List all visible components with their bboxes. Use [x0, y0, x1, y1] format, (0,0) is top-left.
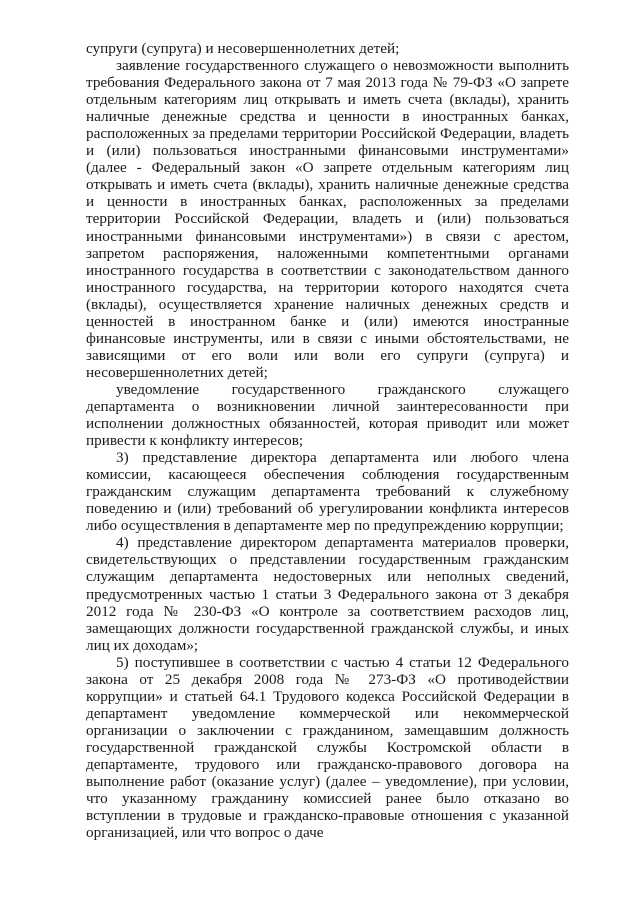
document-body	[86, 40, 569, 841]
paragraph-item-4: 4) представление директором департамента материалов проверки, свидетельствующих о представлении государственным гражданским служащим департамента недостоверных или неполных сведений, предусмотренных частью 1 статьи 3 Федерального закона от 3 декабря 2012 года № 230-ФЗ «О контроле за соответствием расходов лиц, замещающих должности государственной гражданской службы, и иных лиц их доходам»;	[86, 534, 569, 654]
paragraph-continuation: супруги (супруга) и несовершеннолетних детей;	[86, 40, 400, 57]
paragraph-item-3: 3) представление директора департамента или любого члена комиссии, касающееся обеспечения соблюдения государственным гражданским служащим департамента требований к служебному поведению и (или) требований об урегулировании конфликта интересов либо осуществления в департаменте мер по предупреждению коррупции;	[86, 449, 569, 535]
paragraph-item-5: 5) поступившее в соответствии с частью 4 статьи 12 Федерального закона от 25 декабря 2008 года № 273-ФЗ «О противодействии коррупции» и статьей 64.1 Трудового кодекса Российской Федерации в департамент уведомление коммерческой или некоммерческой организации о заключении с гражданином, замещавшим должность государственной гражданской службы Костромской области в департаменте, трудового или гражданско-правового договора на выполнение работ (оказание услуг) (далее – уведомление), при условии, что указанному гражданину комиссией ранее было отказано во вступлении в трудовые и гражданско-правовые отношения с указанной организацией, или что вопрос о даче	[86, 653, 569, 842]
paragraph-notice-conflict: уведомление государственного гражданского служащего департамента о возникновении личной заинтересованности при исполнении должностных обязанностей, которая приводит или может привести к конфликту интересов;	[86, 380, 569, 450]
paragraph-statement-impossibility: заявление государственного служащего о невозможности выполнить требования Федерального закона от 7 мая 2013 года № 79-ФЗ «О запрете отдельным категориям лиц открывать и иметь счета (вклады), хранить наличные денежные средства и ценности в иностранных банках, расположенных за пределами территории Российской Федерации, владеть и (или) пользоваться иностранными финансовыми инструментами» (далее - Федеральный закон «О запрете отдельным категориям лиц открывать и иметь счета (вклады), хранить наличные денежные средства и ценности в иностранных банках, расположенных за пределами территории Российской Федерации, владеть и (или) пользоваться иностранными финансовыми инструментами») в связи с арестом, запретом распоряжения, наложенными компетентными органами иностранного государства в соответствии с законодательством данного иностранного государства, на территории которого находятся счета (вклады), осуществляется хранение наличных денежных средств и ценностей в иностранном банке и (или) имеются иностранные финансовые инструменты, или в связи с иными обстоятельствами, не зависящими от его воли или воли его супруги (супруга) и несовершеннолетних детей;	[86, 57, 569, 381]
